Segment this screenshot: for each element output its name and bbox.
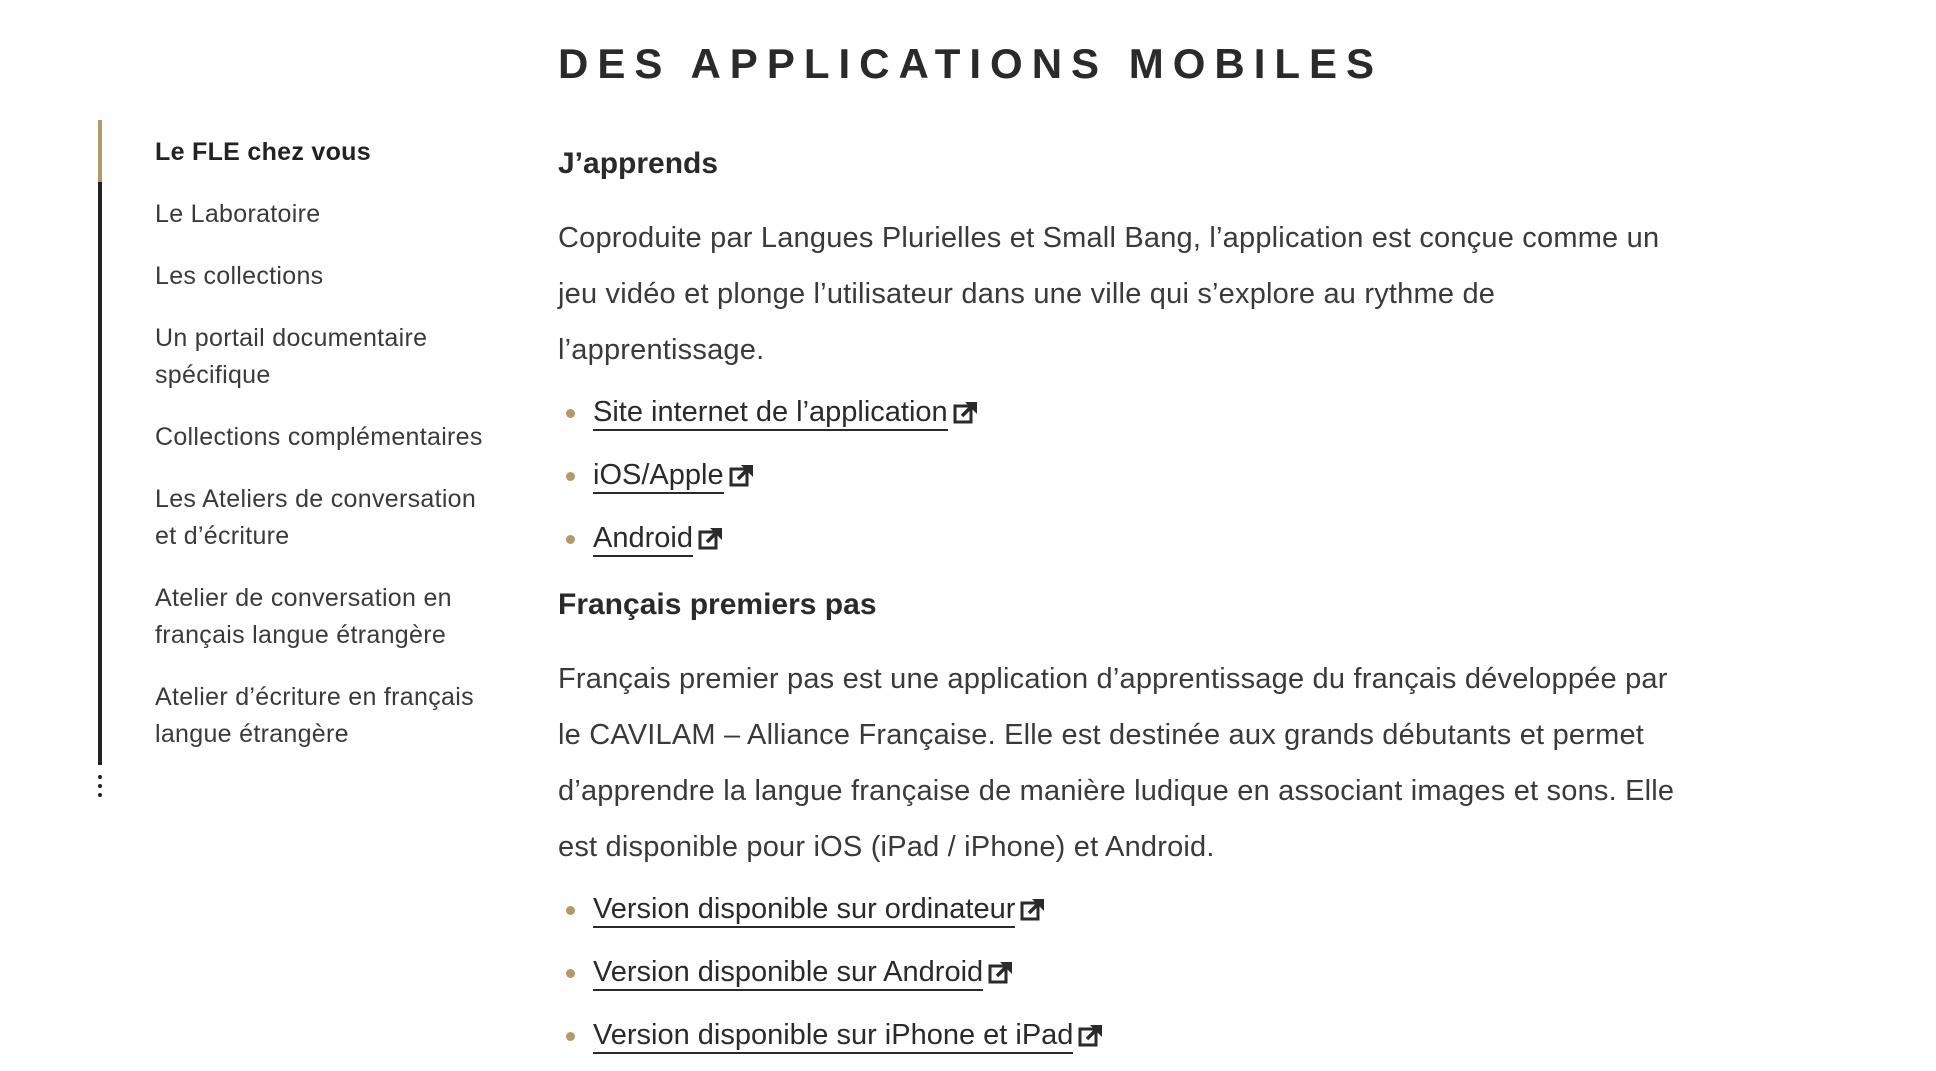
sidebar-item-le-laboratoire[interactable]: Le Laboratoire <box>155 200 321 228</box>
link-list <box>558 889 1688 1071</box>
external-link-icon[interactable] <box>729 463 755 487</box>
sidebar-item-atelier-ecriture[interactable]: Atelier d’écriture en français langue étrangère <box>155 683 474 748</box>
bullet-dot <box>566 906 575 915</box>
link-version-ordinateur[interactable]: Version disponible sur ordinateur <box>593 893 1015 928</box>
list-item <box>558 889 1688 952</box>
external-link-icon[interactable] <box>698 526 724 550</box>
section-heading: Français premiers pas <box>558 588 877 621</box>
bullet-dot <box>566 969 575 978</box>
external-link-icon[interactable] <box>988 960 1014 984</box>
external-link-icon[interactable] <box>1020 897 1046 921</box>
link-site-internet[interactable]: Site internet de l’application <box>593 396 948 431</box>
page-title: DES APPLICATIONS MOBILES <box>558 40 1384 87</box>
bullet-dot <box>566 409 575 418</box>
sidebar-item-atelier-conversation[interactable]: Atelier de conversation en français langue étrangère <box>155 584 452 649</box>
bullet-dot <box>566 535 575 544</box>
link-list <box>558 392 1688 581</box>
section-japprends <box>558 144 1688 581</box>
list-item <box>558 518 1688 581</box>
sidebar-item-ateliers[interactable]: Les Ateliers de conversation et d’écriture <box>155 485 477 550</box>
bullet-dot <box>566 1032 575 1041</box>
sidebar-item-portail-documentaire[interactable]: Un portail documentaire spécifique <box>155 324 428 389</box>
external-link-icon[interactable] <box>1078 1023 1104 1047</box>
section-paragraph: Français premier pas est une application d’apprentissage du français développée par le CAVILAM – Alliance Française. Elle est destinée aux grands débutants et permet d’apprendre la langue française de manière ludique en associant images et sons. Elle est disponible pour iOS (iPad / iPhone) et Android. <box>558 663 1675 863</box>
list-item <box>558 952 1688 1015</box>
link-ios-apple[interactable]: iOS/Apple <box>593 459 724 494</box>
section-heading: J’apprends <box>558 147 719 180</box>
sidebar-active-indicator <box>98 120 102 182</box>
more-vertical-icon[interactable] <box>96 775 104 797</box>
sidebar-track <box>98 120 102 765</box>
section-paragraph: Coproduite par Langues Plurielles et Small Bang, l’application est conçue comme un jeu vidéo et plonge l’utilisateur dans une ville qui s’explore au rythme de l’apprentissage. <box>558 222 1660 366</box>
sidebar-item-les-collections[interactable]: Les collections <box>155 262 324 290</box>
sidebar-item-collections-complementaires[interactable]: Collections complémentaires <box>155 423 483 451</box>
section-francais-premiers-pas <box>558 585 1688 1071</box>
link-version-android[interactable]: Version disponible sur Android <box>593 956 983 991</box>
link-version-iphone-ipad[interactable]: Version disponible sur iPhone et iPad <box>593 1019 1073 1054</box>
bullet-dot <box>566 472 575 481</box>
sidebar-list <box>155 134 495 778</box>
list-item <box>558 455 1688 518</box>
external-link-icon[interactable] <box>953 400 979 424</box>
sidebar-item-le-fle-chez-vous[interactable]: Le FLE chez vous <box>155 138 371 166</box>
list-item <box>558 1015 1688 1071</box>
main-content <box>558 38 1688 1071</box>
list-item <box>558 392 1688 455</box>
link-android[interactable]: Android <box>593 522 693 557</box>
